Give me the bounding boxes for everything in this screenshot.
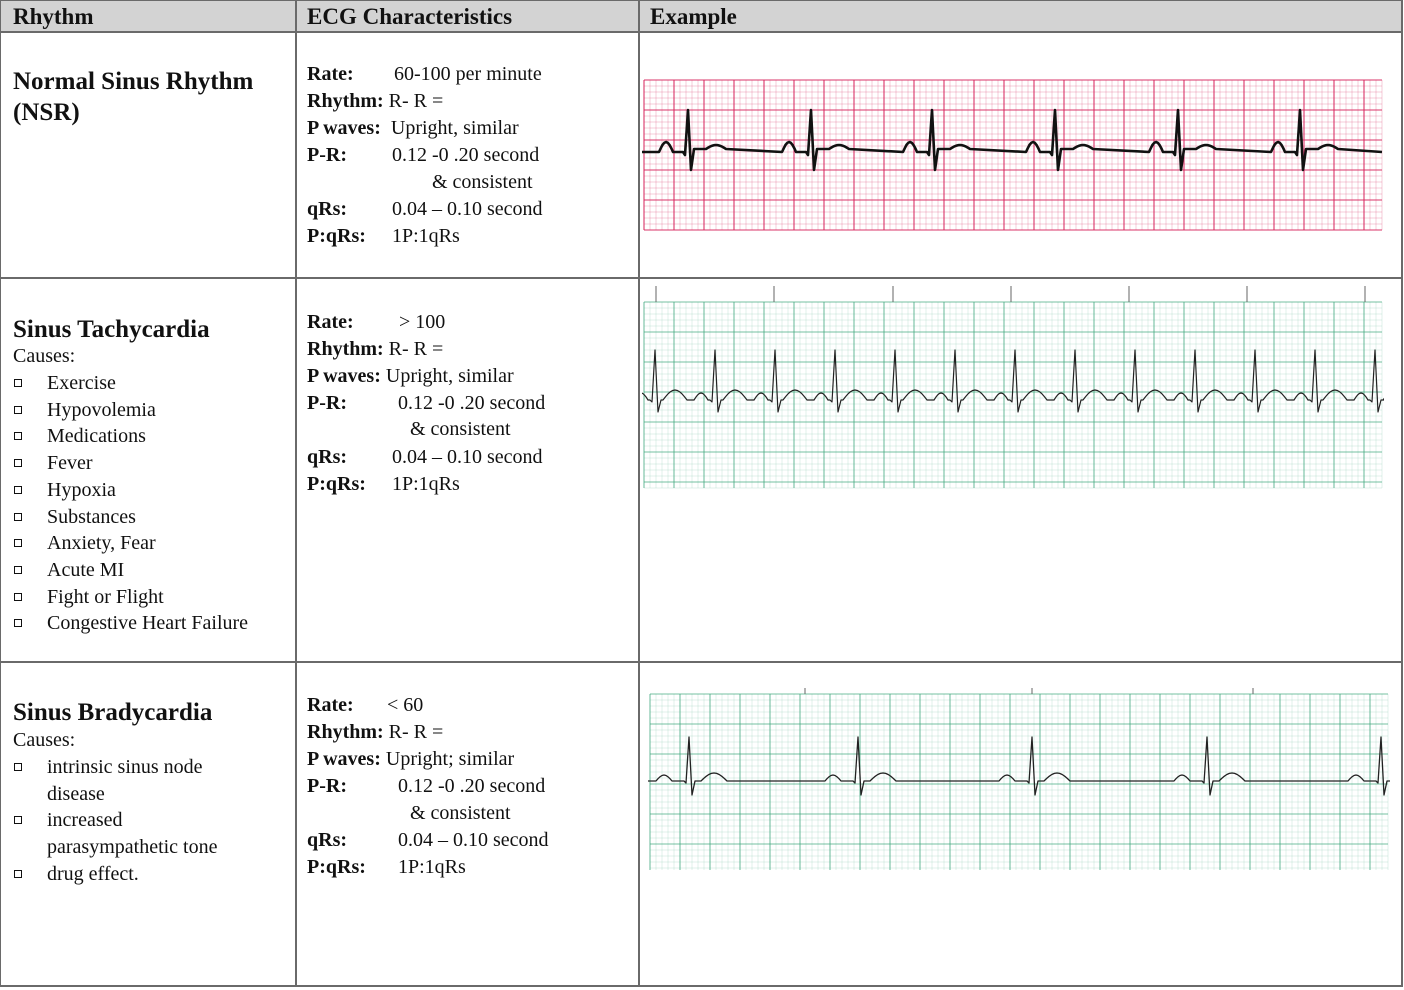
- nsr-pr-consistent: & consistent: [432, 171, 533, 193]
- checkbox-bullet-icon: [14, 486, 22, 494]
- ecg-timing-ticks: [656, 286, 1365, 302]
- table-border-header: [0, 31, 1402, 33]
- tachy-rate: [307, 309, 446, 336]
- rhythm-value: R- R =: [388, 721, 444, 743]
- nsr-ecg-strip: [642, 78, 1384, 233]
- checkbox-bullet-icon: [14, 870, 22, 878]
- qrs-value: 0.04 – 0.10 second: [398, 829, 549, 851]
- row-divider-2: [0, 661, 1402, 663]
- nsr-qrs: [307, 196, 543, 223]
- qrs-label: qRs:: [307, 829, 348, 851]
- rhythm-label: Rhythm:: [307, 90, 384, 112]
- checkbox-bullet-icon: [14, 816, 22, 824]
- rate-value: < 60: [387, 694, 424, 716]
- nsr-rhythm: [307, 88, 443, 115]
- tachy-pr: [307, 390, 546, 417]
- p-qrs-value: 1P:1qRs: [392, 225, 460, 247]
- nsr-title: Normal Sinus Rhythm: [13, 68, 254, 95]
- tachy-causes-label: Causes:: [13, 345, 76, 367]
- table-border-top: [0, 0, 1402, 1]
- table-border-left: [0, 0, 1, 987]
- qrs-label: qRs:: [307, 198, 348, 220]
- rate-label: Rate:: [307, 63, 354, 85]
- p-waves-label: P waves:: [307, 748, 381, 770]
- p-waves-label: P waves:: [307, 365, 381, 387]
- checkbox-bullet-icon: [14, 619, 22, 627]
- ecg-timing-ticks: [805, 688, 1253, 694]
- nsr-p-waves: [307, 115, 519, 142]
- checkbox-bullet-icon: [14, 459, 22, 467]
- p-qrs-value: 1P:1qRs: [392, 473, 460, 495]
- checkbox-bullet-icon: [14, 593, 22, 601]
- p-qrs-value: 1P:1qRs: [398, 856, 466, 878]
- ecg-paper: [644, 80, 1382, 230]
- row-divider-1: [0, 277, 1402, 279]
- rate-label: Rate:: [307, 694, 354, 716]
- rate-value: 60-100 per minute: [394, 63, 542, 85]
- brady-causes-label: Causes:: [13, 729, 76, 751]
- column-divider-1: [295, 0, 297, 987]
- column-divider-2: [638, 0, 640, 987]
- qrs-value: 0.04 – 0.10 second: [392, 446, 543, 468]
- brady-ecg-strip: [648, 688, 1390, 873]
- tachy-pr-consistent: & consistent: [410, 418, 511, 440]
- rhythm-value: R- R =: [388, 90, 444, 112]
- nsr-rate: [307, 61, 542, 88]
- table-border-right: [1401, 0, 1403, 987]
- checkbox-bullet-icon: [14, 513, 22, 521]
- tachy-p-qrs: [307, 471, 460, 498]
- brady-p-waves: [307, 746, 514, 773]
- brady-qrs: [307, 827, 549, 854]
- p-waves-value: Upright; similar: [385, 748, 515, 770]
- rate-value: > 100: [399, 311, 446, 333]
- brady-p-qrs: [307, 854, 466, 881]
- p-waves-label: P waves:: [307, 117, 381, 139]
- p-qrs-label: P:qRs:: [307, 473, 366, 495]
- qrs-value: 0.04 – 0.10 second: [392, 198, 543, 220]
- checkbox-bullet-icon: [14, 432, 22, 440]
- pr-value: 0.12 -0 .20 second: [392, 144, 540, 166]
- pr-label: P-R:: [307, 775, 347, 797]
- rate-label: Rate:: [307, 311, 354, 333]
- tachy-title: Sinus Tachycardia: [13, 316, 210, 343]
- brady-pr: [307, 773, 546, 800]
- pr-label: P-R:: [307, 144, 347, 166]
- brady-rhythm: [307, 719, 443, 746]
- pr-label: P-R:: [307, 392, 347, 414]
- qrs-label: qRs:: [307, 446, 348, 468]
- brady-rate: [307, 692, 424, 719]
- checkbox-bullet-icon: [14, 379, 22, 387]
- checkbox-bullet-icon: [14, 406, 22, 414]
- tachy-p-waves: [307, 363, 514, 390]
- brady-title: Sinus Bradycardia: [13, 699, 213, 726]
- pr-value: 0.12 -0 .20 second: [398, 775, 546, 797]
- p-qrs-label: P:qRs:: [307, 225, 366, 247]
- rhythm-label: Rhythm:: [307, 338, 384, 360]
- rhythm-value: R- R =: [388, 338, 444, 360]
- header-example: Example: [650, 4, 737, 29]
- checkbox-bullet-icon: [14, 763, 22, 771]
- tachy-rhythm: [307, 336, 443, 363]
- header-ecg-characteristics: ECG Characteristics: [307, 4, 513, 29]
- tachy-ecg-strip: [642, 286, 1384, 490]
- rhythm-label: Rhythm:: [307, 721, 384, 743]
- checkbox-bullet-icon: [14, 539, 22, 547]
- brady-pr-consistent: & consistent: [410, 802, 511, 824]
- nsr-pr: [307, 142, 540, 169]
- p-waves-value: Upright, similar: [385, 365, 514, 387]
- checkbox-bullet-icon: [14, 566, 22, 574]
- nsr-title-abbrev: (NSR): [13, 99, 80, 126]
- nsr-p-qrs: [307, 223, 460, 250]
- p-qrs-label: P:qRs:: [307, 856, 366, 878]
- header-rhythm: Rhythm: [13, 4, 94, 29]
- tachy-qrs: [307, 444, 543, 471]
- pr-value: 0.12 -0 .20 second: [398, 392, 546, 414]
- table-border-bottom: [0, 985, 1402, 987]
- p-waves-value: Upright, similar: [390, 117, 519, 139]
